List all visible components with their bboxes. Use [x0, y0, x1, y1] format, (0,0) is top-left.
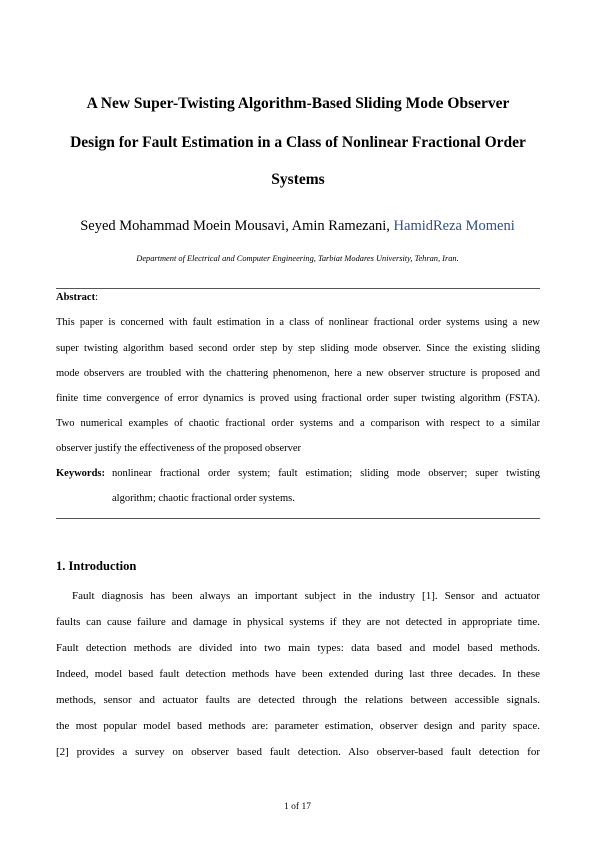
body-line: the most popular model based methods are: parameter estimation, observer design and parity space.	[56, 720, 540, 732]
author-names: Seyed Mohammad Moein Mousavi, Amin Ramezani,	[80, 218, 390, 234]
author-name-highlighted: HamidReza Momeni	[393, 218, 515, 234]
body-line: faults can cause failure and damage in physical systems if they are not detected in appropriate time.	[56, 616, 540, 628]
abstract-line: Two numerical examples of chaotic fractional order systems and a comparison with respect to a similar	[56, 418, 540, 429]
abstract-line: observer justify the effectiveness of the proposed observer	[56, 443, 302, 454]
author-list	[20, 218, 575, 235]
section-heading-introduction: 1. Introduction	[56, 559, 137, 573]
keywords-label: Keywords:	[56, 468, 105, 479]
abstract-heading	[56, 292, 98, 303]
body-line: [2] provides a survey on observer based fault detection. Also observer-based fault detection for	[56, 746, 540, 758]
body-line: Indeed, model based fault detection methods have been extended during last three decades. In these	[56, 668, 540, 680]
abstract-line: mode observers are troubled with the chattering phenomenon, here a new observer structure is proposed and	[56, 368, 540, 379]
abstract-line: super twisting algorithm based second order step by step sliding mode observer. Since the existing sliding	[56, 343, 540, 354]
body-line: Fault diagnosis has been always an important subject in the industry [1]. Sensor and actuator	[72, 590, 540, 602]
keywords-line-1: nonlinear fractional order system; fault estimation; sliding mode observer; super twisting	[112, 468, 540, 479]
abstract-bottom-rule	[56, 518, 540, 519]
paper-title-line-3: Systems	[271, 171, 325, 188]
keywords-line-2: algorithm; chaotic fractional order systems.	[112, 493, 295, 504]
abstract-top-rule	[56, 288, 540, 289]
affiliation: Department of Electrical and Computer Engineering, Tarbiat Modares University, Tehran, Iran.	[136, 254, 459, 263]
page-number: 1 of 17	[284, 802, 311, 812]
body-line: methods, sensor and actuator faults are detected through the relations between accessible signals.	[56, 694, 540, 706]
abstract-colon: :	[95, 292, 98, 303]
abstract-label: Abstract	[56, 292, 96, 303]
paper-title-line-2: Design for Fault Estimation in a Class of Nonlinear Fractional Order	[70, 134, 526, 151]
abstract-line: finite time convergence of error dynamics is proved using fractional order super twisting algorithm (FSTA).	[56, 393, 540, 404]
abstract-line: This paper is concerned with fault estimation in a class of nonlinear fractional order systems using a new	[56, 317, 540, 328]
paper-title-line-1: A New Super-Twisting Algorithm-Based Sliding Mode Observer	[86, 95, 510, 112]
body-line: Fault detection methods are divided into two main types: data based and model based methods.	[56, 642, 540, 654]
